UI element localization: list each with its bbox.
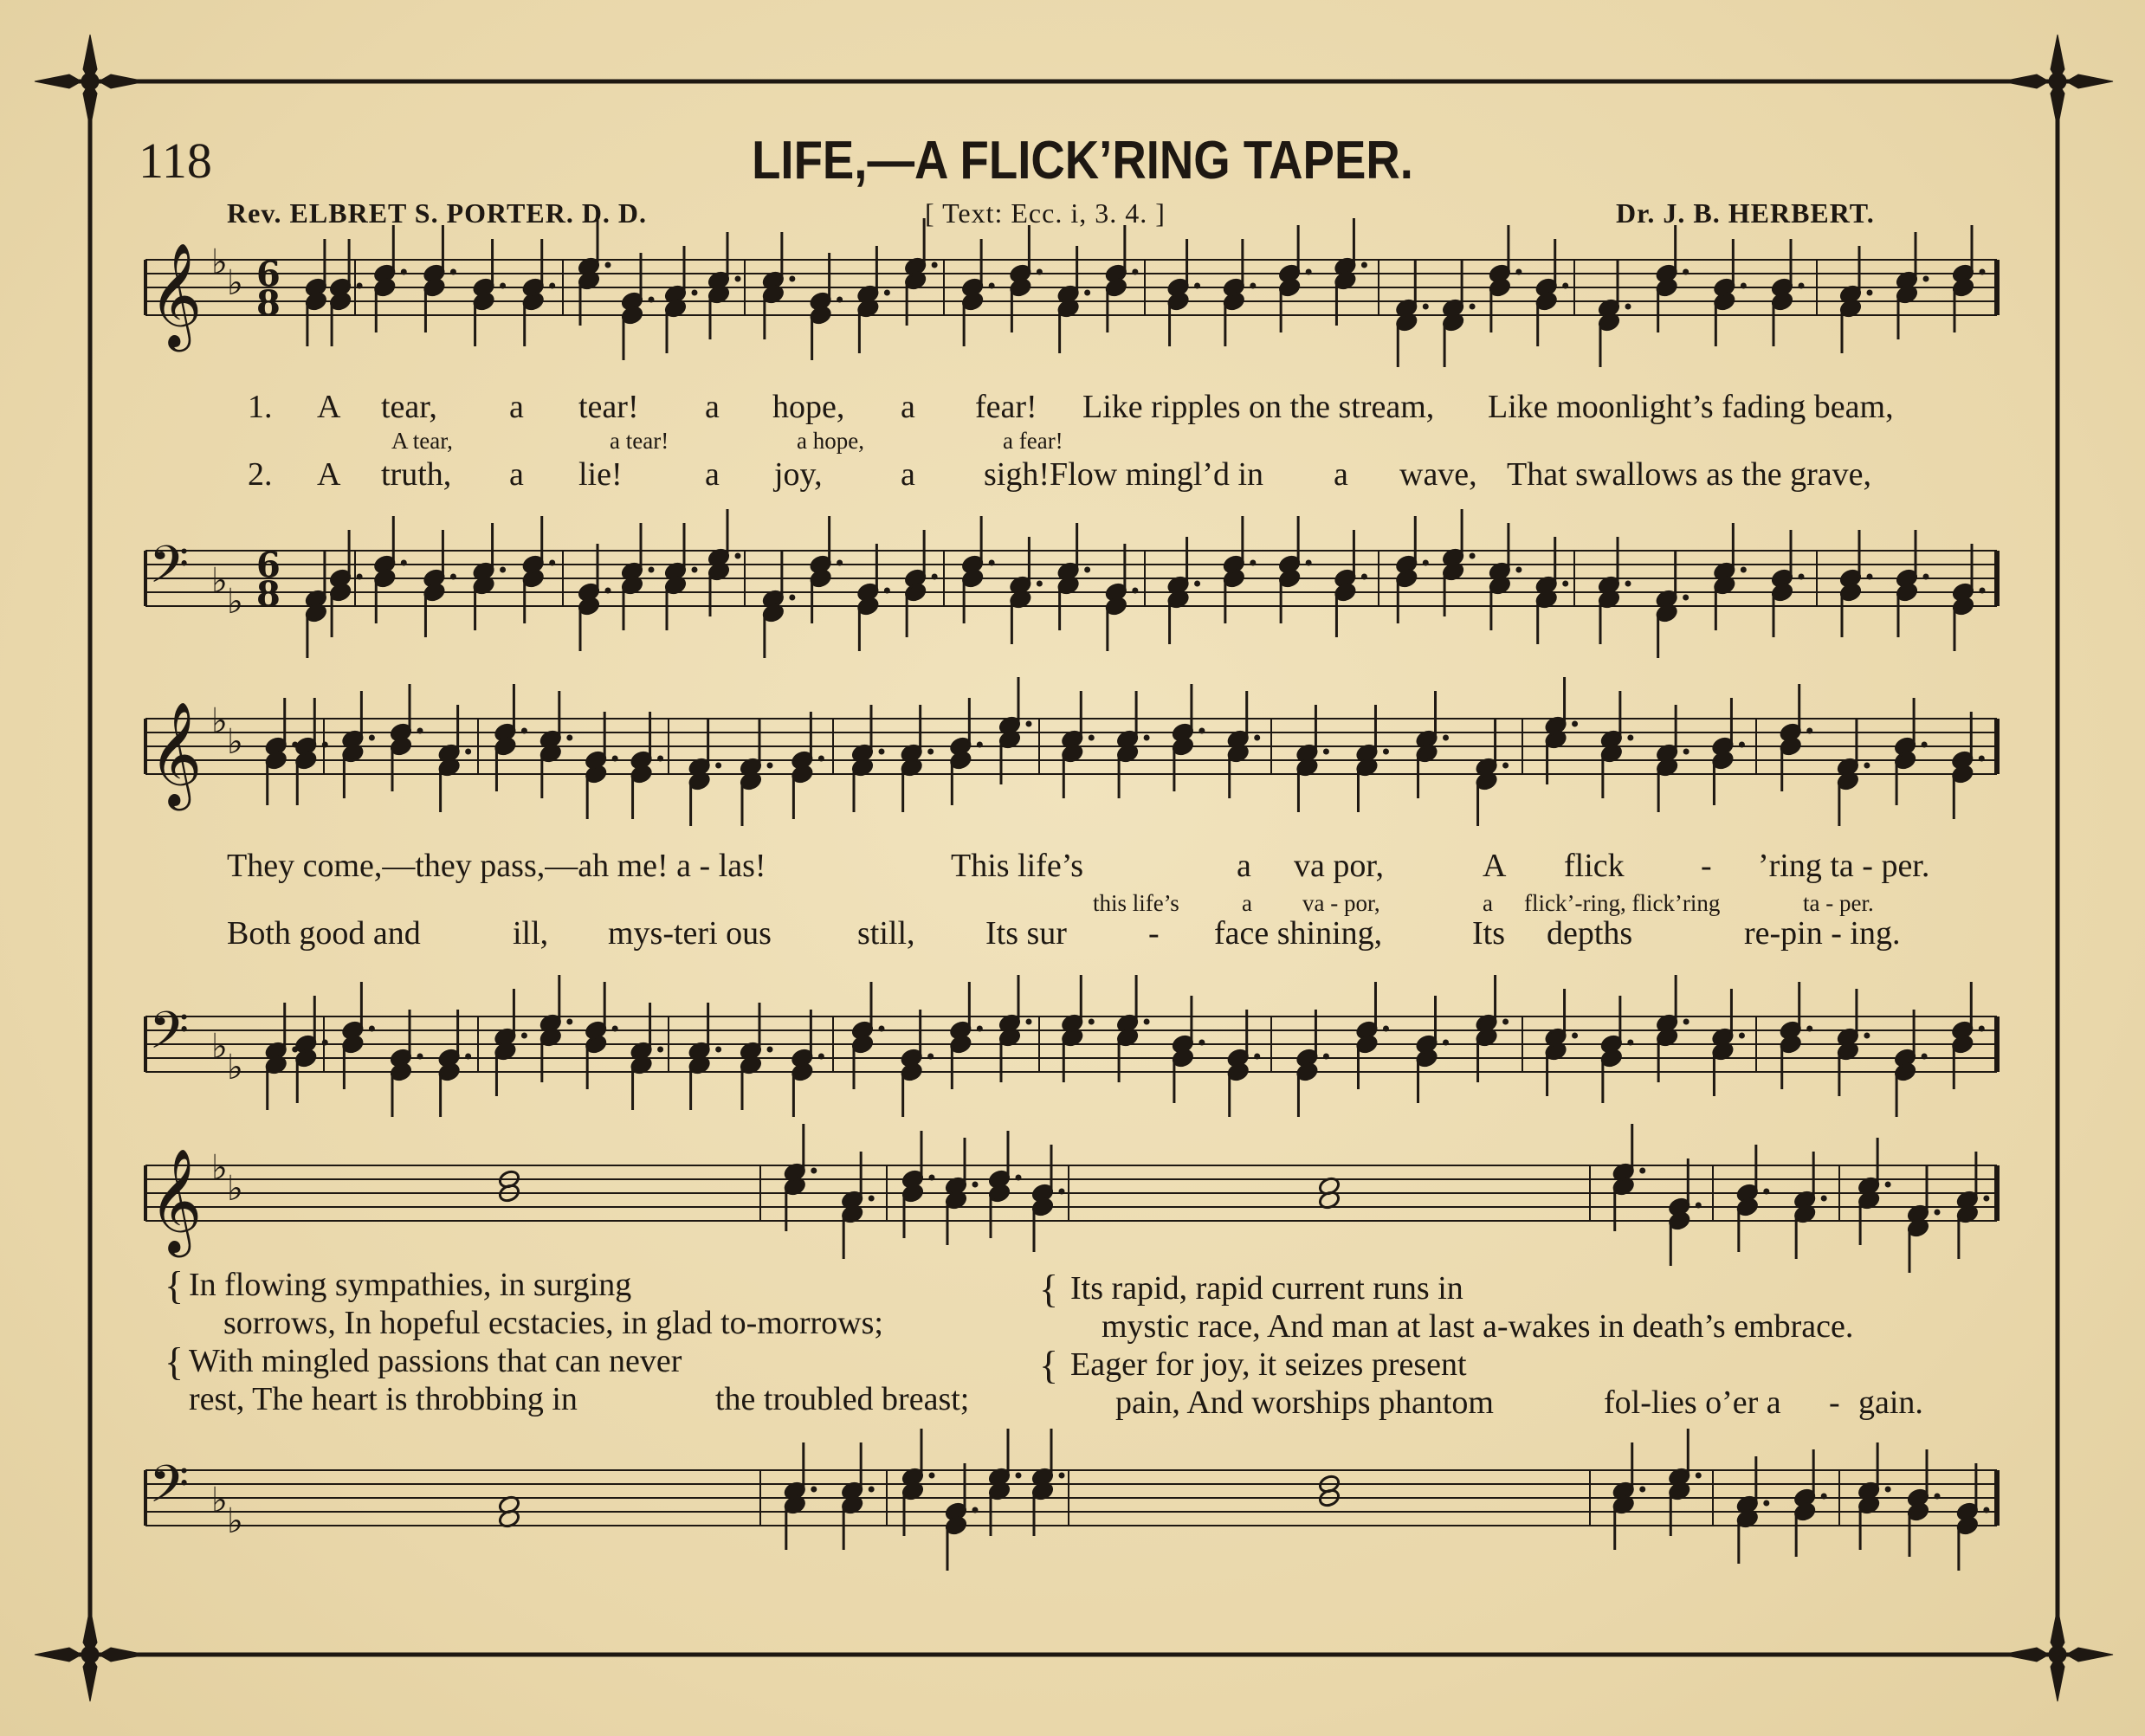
dot: [1979, 756, 1985, 762]
dot: [1935, 1494, 1941, 1500]
flat-icon: ♭: [227, 1169, 243, 1209]
dot: [927, 1054, 934, 1060]
flat-icon: ♭: [211, 1481, 228, 1520]
dot: [1741, 283, 1747, 289]
dot: [1562, 581, 1568, 587]
lyric-word: Flow mingl’d in: [1050, 456, 1264, 493]
dot: [1254, 735, 1260, 741]
lyric-word: Its sur: [985, 915, 1067, 952]
dot: [1059, 1189, 1065, 1195]
lyric-word: joy,: [774, 456, 823, 493]
dot: [1935, 1210, 1941, 1216]
dot: [1983, 1196, 1989, 1202]
lyric-line: -: [1829, 1384, 1840, 1421]
dot: [869, 1196, 875, 1202]
time-signature-top: 6: [256, 545, 281, 586]
lyric-word: -: [1701, 848, 1712, 884]
dot: [1799, 574, 1805, 580]
dot: [322, 742, 328, 748]
lyric-word: Both good and: [227, 915, 421, 952]
verse2-number: 2.: [248, 456, 273, 493]
lyric-word: a: [1237, 848, 1251, 884]
dot: [1443, 1040, 1449, 1046]
dot: [789, 595, 795, 601]
lyric-word: truth,: [381, 456, 452, 493]
dot: [1194, 581, 1200, 587]
lyric-word: still,: [857, 915, 915, 952]
composer-credit: Dr. J. B. HERBERT.: [1616, 197, 1875, 229]
dot: [465, 1054, 471, 1060]
dot: [450, 574, 456, 580]
dot: [1983, 1507, 1989, 1513]
dot: [1864, 1033, 1870, 1039]
dot: [1625, 581, 1631, 587]
dot: [1323, 1054, 1329, 1060]
dot: [1572, 721, 1578, 727]
treble-clef-icon: 𝄞: [149, 1147, 203, 1253]
dot: [1885, 1182, 1891, 1188]
dot: [612, 756, 618, 762]
lyric-word: wave,: [1399, 456, 1477, 493]
lyric-line: Eager for joy, it seizes present: [1070, 1346, 1467, 1383]
lyric-word: hope,: [772, 389, 845, 425]
flat-icon: ♭: [211, 561, 228, 601]
time-signature-bottom: 8: [256, 283, 281, 324]
lyric-word: re-pin - ing.: [1744, 915, 1901, 952]
dot: [735, 553, 741, 559]
dot: [649, 567, 655, 573]
dot: [1423, 560, 1429, 566]
dot: [1741, 567, 1747, 573]
dot: [1383, 749, 1389, 755]
bass-clef-icon: 𝄢: [149, 534, 190, 607]
echo-lyric: a hope,: [797, 428, 864, 454]
dot: [884, 588, 890, 594]
brace-right-bottom: {: [1039, 1343, 1059, 1387]
lyric-word: A: [317, 389, 341, 425]
dot: [1144, 735, 1150, 741]
dot: [1922, 1054, 1928, 1060]
lyric-line: gain.: [1858, 1384, 1923, 1421]
lyric-line: rest, The heart is throbbing in: [189, 1381, 578, 1417]
lyric-line: pain, And worships phantom: [1115, 1384, 1494, 1421]
dot: [1696, 1473, 1702, 1479]
dot: [500, 283, 506, 289]
dot: [818, 1054, 824, 1060]
dot: [1627, 1040, 1633, 1046]
lyric-word: va por,: [1294, 848, 1384, 884]
dot: [1683, 595, 1689, 601]
lyric-word: depths: [1547, 915, 1633, 952]
dot: [605, 262, 611, 268]
dot: [811, 1487, 817, 1493]
flat-icon: ♭: [211, 701, 228, 741]
dot: [1194, 283, 1200, 289]
dot: [1923, 276, 1929, 282]
echo-lyric: a: [1242, 890, 1252, 916]
lyric-word: This life’s: [951, 848, 1084, 884]
dot: [401, 269, 407, 275]
lyric-word: tear,: [381, 389, 437, 425]
dot: [1696, 1203, 1702, 1209]
dot: [1763, 1189, 1769, 1195]
dot: [417, 1054, 423, 1060]
dot: [500, 567, 506, 573]
echo-lyric: a: [1483, 890, 1493, 916]
lyric-word: mys-teri ous: [608, 915, 772, 952]
dot: [1016, 1175, 1022, 1181]
dot: [1515, 567, 1522, 573]
page-number: 118: [139, 132, 212, 189]
dot: [1502, 1019, 1509, 1025]
lyric-line: sorrows, In hopeful ecstacies, in glad to-morrows;: [223, 1305, 883, 1341]
lyric-word: A: [1483, 848, 1507, 884]
dot: [929, 1473, 935, 1479]
dot: [929, 1175, 935, 1181]
dot: [1323, 749, 1329, 755]
lyric-word: -: [1148, 915, 1160, 952]
hymn-title: LIFE,—A FLICK’RING TAPER.: [752, 131, 1413, 190]
dot: [401, 560, 407, 566]
dot: [837, 297, 843, 303]
lyric-word: tear!: [578, 389, 639, 425]
treble-clef-icon: 𝄞: [149, 700, 203, 806]
dot: [417, 728, 423, 734]
dot: [1306, 269, 1312, 275]
dot: [1979, 1026, 1985, 1032]
lyric-word: a: [509, 389, 524, 425]
dot: [450, 269, 456, 275]
dot: [1016, 1473, 1022, 1479]
dot: [1084, 290, 1090, 296]
dot: [357, 574, 363, 580]
dot: [322, 1040, 328, 1046]
echo-lyric: va - por,: [1302, 890, 1380, 916]
dot: [566, 1019, 572, 1025]
lyric-word: flick: [1564, 848, 1625, 884]
echo-lyric: A tear,: [391, 428, 453, 454]
dot: [465, 749, 471, 755]
dot: [549, 283, 555, 289]
time-signature-bottom: 8: [256, 574, 281, 615]
dot: [1089, 735, 1095, 741]
dot: [1683, 749, 1690, 755]
dot: [1144, 1019, 1150, 1025]
brace-left-top: {: [165, 1263, 184, 1307]
lyric-word: a: [705, 456, 720, 493]
dot: [1922, 742, 1928, 748]
lyric-line: Its rapid, rapid current runs in: [1070, 1270, 1463, 1307]
dot: [1821, 1494, 1827, 1500]
dot: [1572, 1033, 1578, 1039]
dot: [549, 560, 555, 566]
lyric-word: sigh!: [984, 456, 1050, 493]
dot: [1443, 735, 1449, 741]
dot: [1198, 728, 1205, 734]
lyric-line: In flowing sympathies, in surging: [189, 1267, 632, 1303]
lyric-line: With mingled passions that can never: [189, 1343, 682, 1379]
echo-lyric: this life’s: [1093, 890, 1179, 916]
dot: [1806, 1026, 1812, 1032]
dot: [1562, 283, 1568, 289]
dot: [692, 290, 698, 296]
lyric-word: lie!: [578, 456, 623, 493]
dot: [657, 756, 663, 762]
dot: [1739, 1033, 1745, 1039]
lyric-word: Its: [1472, 915, 1505, 952]
time-signature-top: 6: [256, 254, 281, 295]
dot: [1502, 763, 1509, 769]
dot: [989, 283, 995, 289]
dot: [521, 1033, 527, 1039]
dot: [1980, 588, 1986, 594]
dot: [1250, 283, 1256, 289]
dot: [869, 1487, 875, 1493]
flat-icon: ♭: [211, 1148, 228, 1188]
dot: [767, 763, 773, 769]
brace-right-top: {: [1039, 1267, 1059, 1311]
echo-lyric: ta - per.: [1803, 890, 1874, 916]
flat-icon: ♭: [227, 722, 243, 762]
echo-lyric: flick’-ring, flick’ring: [1524, 890, 1721, 916]
dot: [1739, 742, 1745, 748]
dot: [789, 276, 795, 282]
dot: [1059, 1473, 1065, 1479]
dot: [605, 588, 611, 594]
dot: [715, 1047, 721, 1053]
dot: [1625, 304, 1631, 310]
dot: [1923, 574, 1929, 580]
dot: [1867, 290, 1873, 296]
dot: [1470, 304, 1476, 310]
lyric-word: a: [1334, 456, 1348, 493]
brace-left-bottom: {: [165, 1339, 184, 1384]
dot: [1037, 581, 1043, 587]
dot: [1132, 588, 1138, 594]
dot: [1683, 269, 1689, 275]
lyric-word: fear!: [975, 389, 1037, 425]
dot: [369, 1026, 375, 1032]
dot: [767, 1047, 773, 1053]
dot: [369, 735, 375, 741]
bass-clef-icon: 𝄢: [149, 1454, 190, 1526]
dot: [1627, 735, 1633, 741]
lyric-word: Like moonlight’s fading beam,: [1488, 389, 1894, 425]
dot: [1306, 560, 1312, 566]
lyric-line: the troubled breast;: [715, 1381, 970, 1417]
dot: [972, 1182, 979, 1188]
lyric-word: That swallows as the grave,: [1507, 456, 1872, 493]
dot: [715, 763, 721, 769]
dot: [1639, 1168, 1645, 1174]
dot: [1037, 269, 1043, 275]
dot: [1423, 304, 1429, 310]
dot: [837, 560, 843, 566]
lyric-word: face shining,: [1214, 915, 1383, 952]
dot: [1470, 553, 1476, 559]
dot: [1980, 269, 1986, 275]
dot: [1515, 269, 1522, 275]
dot: [977, 1026, 983, 1032]
dot: [1132, 269, 1138, 275]
lyric-word: ’ring ta - per.: [1758, 848, 1930, 884]
dot: [1683, 1019, 1690, 1025]
dot: [357, 283, 363, 289]
lyric-word: ill,: [513, 915, 549, 952]
dot: [1250, 560, 1256, 566]
dot: [649, 297, 655, 303]
dot: [612, 1026, 618, 1032]
flat-icon: ♭: [211, 242, 228, 282]
dot: [692, 567, 698, 573]
flat-icon: ♭: [227, 263, 243, 303]
dot: [972, 1507, 979, 1513]
dot: [879, 1026, 885, 1032]
dot: [1806, 728, 1812, 734]
lyric-word: A: [317, 456, 341, 493]
dot: [735, 276, 741, 282]
dot: [1361, 574, 1367, 580]
dot: [1084, 567, 1090, 573]
dot: [989, 560, 995, 566]
verse1-number: 1.: [248, 389, 273, 425]
lyric-line: fol-lies o’er a: [1604, 1384, 1781, 1421]
dot: [521, 728, 527, 734]
dot: [1763, 1500, 1769, 1507]
dot: [932, 574, 938, 580]
scripture-reference: [ Text: Ecc. i, 3. 4. ]: [925, 197, 1166, 229]
lyric-word: They come,—they pass,—ah me! a - las!: [227, 848, 766, 884]
flat-icon: ♭: [211, 1027, 228, 1067]
dot: [1639, 1487, 1645, 1493]
dot: [1198, 1040, 1205, 1046]
lyric-word: a: [509, 456, 524, 493]
lyric-word: a: [901, 456, 915, 493]
dot: [657, 1047, 663, 1053]
flat-icon: ♭: [227, 1048, 243, 1087]
dot: [1867, 574, 1873, 580]
dot: [879, 749, 885, 755]
dot: [1089, 1019, 1095, 1025]
dot: [977, 742, 983, 748]
dot: [1361, 262, 1367, 268]
flat-icon: ♭: [227, 1501, 243, 1541]
dot: [1254, 1054, 1260, 1060]
dot: [1026, 721, 1032, 727]
dot: [932, 262, 938, 268]
lyric-word: a: [705, 389, 720, 425]
echo-lyric: a tear!: [610, 428, 669, 454]
dot: [1864, 763, 1870, 769]
dot: [927, 749, 934, 755]
lyric-line: mystic race, And man at last a-wakes in death’s embrace.: [1102, 1308, 1854, 1345]
dot: [1821, 1196, 1827, 1202]
dot: [1885, 1487, 1891, 1493]
flat-icon: ♭: [227, 582, 243, 622]
dot: [811, 1168, 817, 1174]
lyric-word: a: [901, 389, 915, 425]
echo-lyric: a fear!: [1003, 428, 1063, 454]
dot: [884, 290, 890, 296]
dot: [1383, 1026, 1389, 1032]
dot: [1799, 283, 1805, 289]
treble-clef-icon: 𝄞: [149, 242, 203, 347]
dot: [818, 756, 824, 762]
author-credit: Rev. ELBRET S. PORTER. D. D.: [227, 197, 648, 229]
bass-clef-icon: 𝄢: [149, 1000, 190, 1073]
dot: [566, 735, 572, 741]
lyric-word: Like ripples on the stream,: [1082, 389, 1435, 425]
dot: [1026, 1019, 1032, 1025]
